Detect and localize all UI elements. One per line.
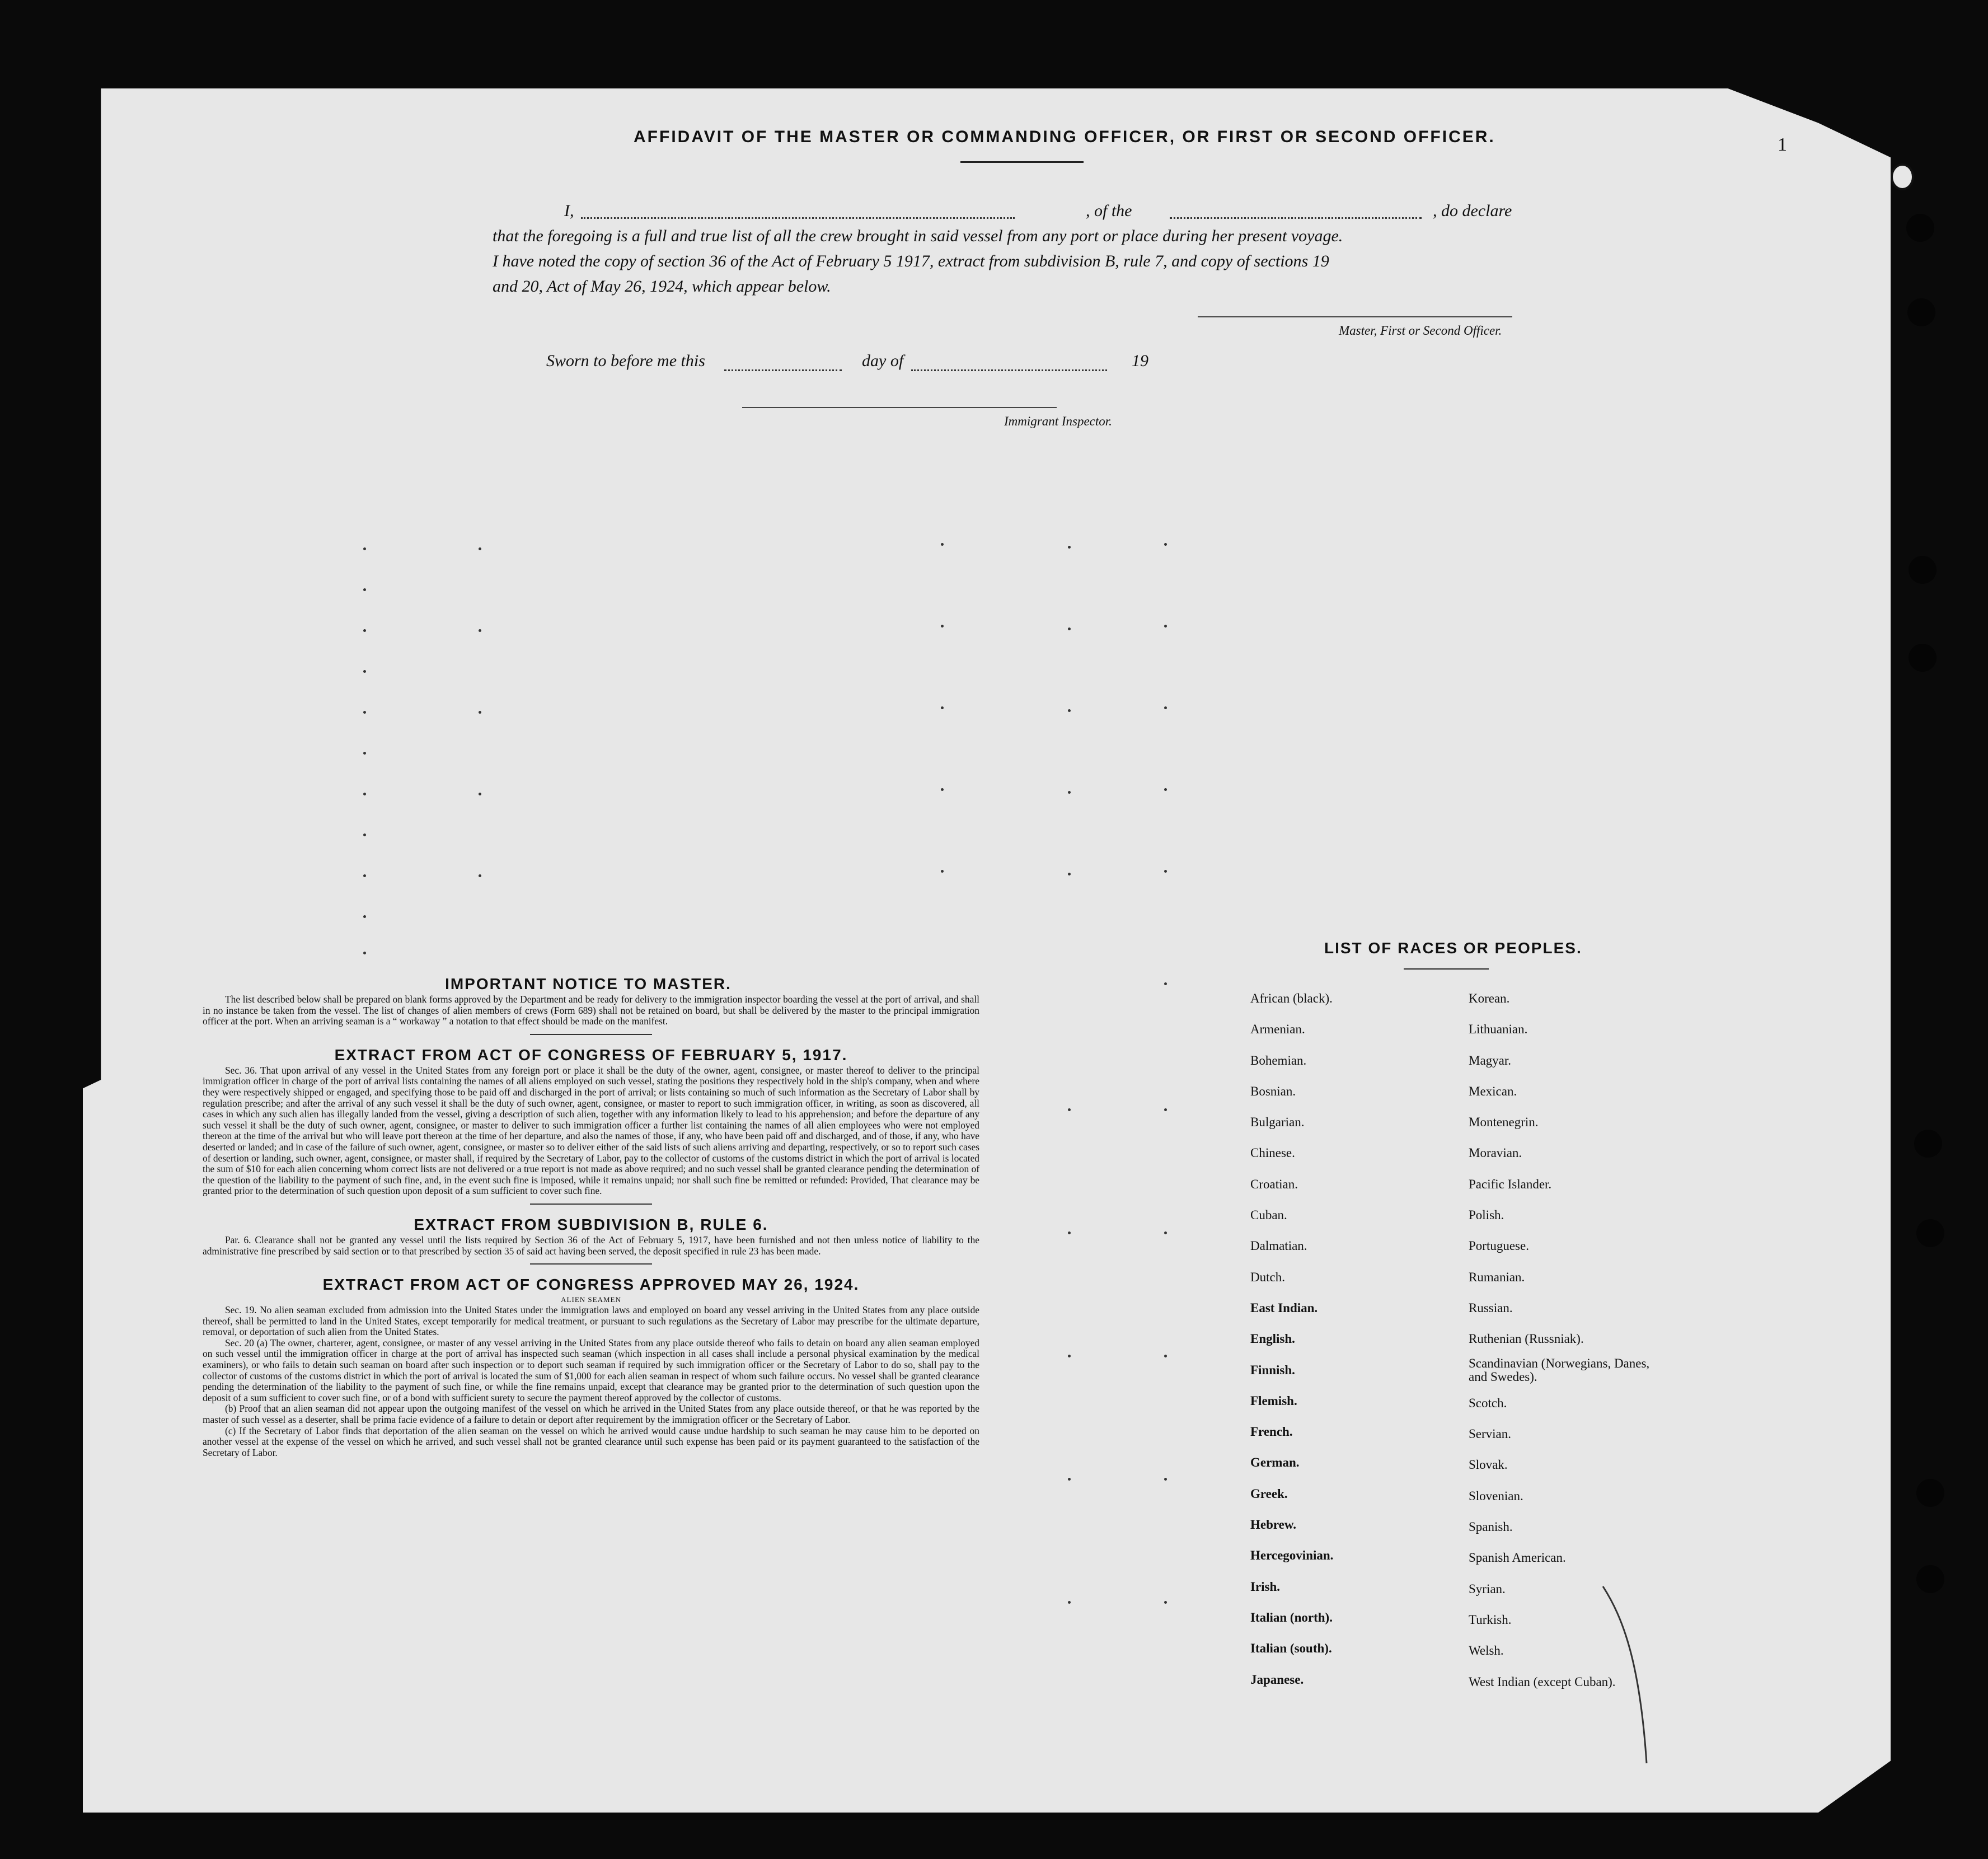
day-of-label: day of bbox=[862, 352, 904, 370]
sworn-month-field[interactable] bbox=[911, 369, 1107, 371]
binder-hole-icon bbox=[1909, 644, 1937, 672]
inspector-signature-line[interactable] bbox=[742, 407, 1057, 408]
race-item: French. bbox=[1250, 1425, 1293, 1439]
race-item: Bosnian. bbox=[1250, 1084, 1296, 1098]
race-item: Greek. bbox=[1250, 1486, 1288, 1501]
corner-mark: 1 bbox=[1778, 134, 1787, 155]
race-item: East Indian. bbox=[1250, 1300, 1318, 1315]
race-item: West Indian (except Cuban). bbox=[1469, 1674, 1616, 1689]
race-item: Dutch. bbox=[1250, 1270, 1285, 1284]
race-item: Scotch. bbox=[1469, 1396, 1507, 1410]
affidavit-title: AFFIDAVIT OF THE MASTER OR COMMANDING OFFICER, OR FIRST OR SECOND OFFICER. bbox=[634, 128, 1495, 146]
of-the-label: , of the bbox=[1086, 202, 1132, 220]
race-item: Ruthenian (Russniak). bbox=[1469, 1332, 1584, 1346]
declaration-line-1: that the foregoing is a full and true list of all the crew brought in said vessel from any port or place during her present voyage. bbox=[493, 227, 1343, 245]
title-underline bbox=[960, 161, 1084, 163]
section-divider bbox=[530, 1204, 652, 1205]
race-item: Mexican. bbox=[1469, 1084, 1517, 1098]
race-item: Croatian. bbox=[1250, 1177, 1298, 1191]
extract-1924-paragraph: (b) Proof that an alien seaman did not appear upon the outgoing manifest of the vessel on which he arrived in the United States from any place outside thereof, or that he was reported by the master of such vessel as a deserter, shall be prima facie evidence of a failure to detain or deport after requirement by the immigration officer or the Secretary of Labor. bbox=[203, 1403, 979, 1426]
race-item: Scandinavian (Norwegians, Danes, and Swedes). bbox=[1469, 1356, 1650, 1384]
vessel-field[interactable] bbox=[1170, 217, 1422, 219]
rule6-title: EXTRACT FROM SUBDIVISION B, RULE 6. bbox=[414, 1215, 768, 1233]
race-item: Syrian. bbox=[1469, 1581, 1506, 1596]
race-item: Moravian. bbox=[1469, 1146, 1522, 1160]
race-item: Slovak. bbox=[1469, 1458, 1508, 1472]
binder-hole-icon bbox=[1891, 163, 1914, 190]
race-item: Cuban. bbox=[1250, 1208, 1287, 1223]
rule6-text: Par. 6. Clearance shall not be granted any vessel until the lists required by Section 36 of the Act of February 5, 1917, have been furnished and not then unless notice of liability to the administrative fine prescribed by said section or to that prescribed by section 35 of said act having been served, the deposit specified in rule 23 has been made. bbox=[203, 1234, 979, 1257]
race-item: Pacific Islander. bbox=[1469, 1177, 1552, 1191]
races-title-underline bbox=[1404, 968, 1489, 970]
race-item: Rumanian. bbox=[1469, 1270, 1525, 1284]
binder-hole-icon bbox=[1907, 298, 1935, 326]
binder-hole-icon bbox=[1914, 1130, 1942, 1158]
race-item: English. bbox=[1250, 1332, 1295, 1346]
race-item: Montenegrin. bbox=[1469, 1115, 1539, 1130]
inspector-caption: Immigrant Inspector. bbox=[1004, 414, 1112, 428]
section-divider bbox=[530, 1034, 652, 1035]
race-item: Finnish. bbox=[1250, 1362, 1295, 1377]
i-label: I, bbox=[564, 202, 574, 220]
extract-1924-paragraph: Sec. 19. No alien seaman excluded from admission into the United States under the immigration laws and employed on board any vessel arriving in the United States from any place outside thereof, shall be permitted to land in the United States, except temporarily for medical treatment, or pursuant to such regulations as the Secretary of Labor may prescribe for the ultimate departure, removal, or deportation of such alien from the United States. bbox=[203, 1304, 979, 1338]
binder-hole-icon bbox=[1906, 214, 1934, 242]
master-signature-caption: Master, First or Second Officer. bbox=[1339, 324, 1502, 338]
section-divider bbox=[530, 1263, 652, 1265]
binder-hole-icon bbox=[1916, 1565, 1944, 1593]
notice-title: IMPORTANT NOTICE TO MASTER. bbox=[445, 975, 732, 992]
races-title: LIST OF RACES OR PEOPLES. bbox=[1324, 939, 1582, 957]
year-label: 19 bbox=[1132, 352, 1148, 370]
binder-hole-icon bbox=[1909, 556, 1937, 584]
extract-1917-title: EXTRACT FROM ACT OF CONGRESS OF FEBRUARY 5, 1917. bbox=[334, 1046, 848, 1064]
race-item: Japanese. bbox=[1250, 1672, 1304, 1687]
race-item: Armenian. bbox=[1250, 1022, 1305, 1037]
extract-1924-subtitle: ALIEN SEAMEN bbox=[561, 1295, 621, 1304]
sworn-label: Sworn to before me this bbox=[546, 352, 705, 370]
race-item: Hercegovinian. bbox=[1250, 1548, 1334, 1563]
binder-hole-icon bbox=[1916, 1479, 1944, 1507]
race-item: Italian (south). bbox=[1250, 1641, 1332, 1656]
notice-text: The list described below shall be prepared on blank forms approved by the Department and be ready for delivery to the immigration inspector boarding the vessel at the port of arrival, and shall in no instance be taken from the vessel. The list of changes of alien members of crews (Form 689) shall not be retained on board, but shall be delivered by the master to the principal immigration officer at the port. When an arriving seaman is a “ workaway ” a notation to that effect should be made on the manifest. bbox=[203, 994, 979, 1027]
extract-1924-paragraph: Sec. 20 (a) The owner, charterer, agent, consignee, or master of any vessel arriving in the United States from any place outside thereof who fails to detain on board any alien seaman employed on such vessel until the immigration officer in charge at the port of arrival has inspected such seaman (which inspection in all cases shall include a personal physical examination by the medical examiners), or who fails to detain such seaman on board after such inspection or to deport such seaman if required by such immigration officer or the Secretary of Labor to do so, shall pay to the collector of customs of the customs district in which the port of arrival is located the sum of $1,000 for each alien seaman in respect of whom such failure occurs. No vessel shall be granted clearance pending the determination of the liability to the payment of such fine, or while the fine remains unpaid, except that clearance may be granted prior to the determination of such question upon the deposit of a sum sufficient to cover such fine, or of a bond with sufficient surety to secure the payment thereof approved by the collector of customs. bbox=[203, 1337, 979, 1403]
name-field[interactable] bbox=[581, 217, 1015, 219]
race-item: Spanish American. bbox=[1469, 1551, 1566, 1565]
race-item: German. bbox=[1250, 1455, 1300, 1470]
race-item: Dalmatian. bbox=[1250, 1239, 1307, 1253]
race-item: Polish. bbox=[1469, 1208, 1504, 1223]
race-item: Spanish. bbox=[1469, 1520, 1513, 1534]
declaration-line-2: I have noted the copy of section 36 of the Act of February 5 1917, extract from subdivision B, rule 7, and copy of sections 19 bbox=[493, 252, 1329, 270]
sworn-day-field[interactable] bbox=[724, 369, 842, 371]
extract-1924-title: EXTRACT FROM ACT OF CONGRESS APPROVED MAY 26, 1924. bbox=[322, 1276, 860, 1294]
race-item: African (black). bbox=[1250, 991, 1333, 1005]
affidavit-declaration bbox=[493, 198, 1550, 299]
race-item: Lithuanian. bbox=[1469, 1022, 1528, 1037]
race-item: Portuguese. bbox=[1469, 1239, 1529, 1253]
pen-stroke-mark bbox=[1601, 1584, 1679, 1769]
race-item: Russian. bbox=[1469, 1300, 1513, 1315]
declaration-line-3: and 20, Act of May 26, 1924, which appear below. bbox=[493, 277, 831, 296]
race-item: Hebrew. bbox=[1250, 1518, 1296, 1532]
do-declare-label: , do declare bbox=[1433, 202, 1512, 220]
sworn-line bbox=[546, 352, 1162, 377]
race-item: Slovenian. bbox=[1469, 1488, 1523, 1503]
race-item: Korean. bbox=[1469, 991, 1510, 1005]
races-list-left bbox=[1250, 983, 1333, 1695]
race-item: Chinese. bbox=[1250, 1146, 1295, 1160]
legal-text-column bbox=[203, 974, 979, 1458]
race-item: Bohemian. bbox=[1250, 1053, 1307, 1067]
race-item: Welsh. bbox=[1469, 1643, 1504, 1658]
race-item: Turkish. bbox=[1469, 1612, 1512, 1627]
binder-hole-icon bbox=[1916, 1219, 1944, 1247]
race-item: Servian. bbox=[1469, 1427, 1512, 1441]
race-item: Italian (north). bbox=[1250, 1610, 1333, 1624]
race-item: Bulgarian. bbox=[1250, 1115, 1305, 1130]
race-item: Flemish. bbox=[1250, 1393, 1297, 1408]
extract-1917-text: Sec. 36. That upon arrival of any vessel in the United States from any foreign port or place it shall be the duty of the owner, agent, consignee, or master thereof to deliver to the principal immigration officer in charge of the port of arrival lists containing the names of all aliens employed on such vessel, stating the positions they respectively hold in the ship's company, when and where they were respectively shipped or engaged, and specifying those to be paid off and discharged in the port of arrival; or lists containing so much of such information as the Secretary of Labor shall by regulation prescribe; and after the arrival of any such vessel it shall be the duty of such owner, agent, consignee, or master to report to such immigration officer, in writing, as soon as discovered, all cases in which any such alien has illegally landed from the vessel, giving a description of such alien, together with any information likely to lead to his apprehension; and before the departure of any such vessel it shall be the duty of such owner, agent, consignee, or master to deliver to such immigration officer a further list containing the names of all alien employees who were not employed thereon at the time of the arrival but who will leave port thereon at the time of her departure, and also the names of those, if any, who have been paid off and discharged, and of those, if any, who have deserted or landed; and in case of the failure of such owner, agent, consignee, or master so to deliver either of the said lists of such aliens arriving and departing, respectively, or so to report such cases of desertion or landing, such owner, agent, consignee, or master shall, if required by the Secretary of Labor, pay to the collector of customs of the customs district in which the port of arrival is located the sum of $10 for each alien concerning whom correct lists are not delivered or a true report is not made as above required; and no such vessel shall be granted clearance pending the determination of the question of the liability to the payment of such fine, and, in the event such fine is imposed, while it remains unpaid; nor shall such fine be remitted or refunded: Provided, That clearance may be granted prior to the determination of such question upon deposit of a sum sufficient to cover such fine. bbox=[203, 1064, 979, 1197]
race-item: Irish. bbox=[1250, 1579, 1281, 1594]
race-item: Magyar. bbox=[1469, 1053, 1512, 1067]
extract-1924-paragraph: (c) If the Secretary of Labor finds that deportation of the alien seaman on the vessel on which he arrived would cause undue hardship to such seaman he may cause him to be deported on another vessel at the expense of the vessel on which he arrived, and such vessel shall not be granted clearance until such expense has been paid or its payment guaranteed to the satisfaction of the Secretary of Labor. bbox=[203, 1425, 979, 1458]
master-signature-line[interactable] bbox=[1198, 316, 1512, 317]
